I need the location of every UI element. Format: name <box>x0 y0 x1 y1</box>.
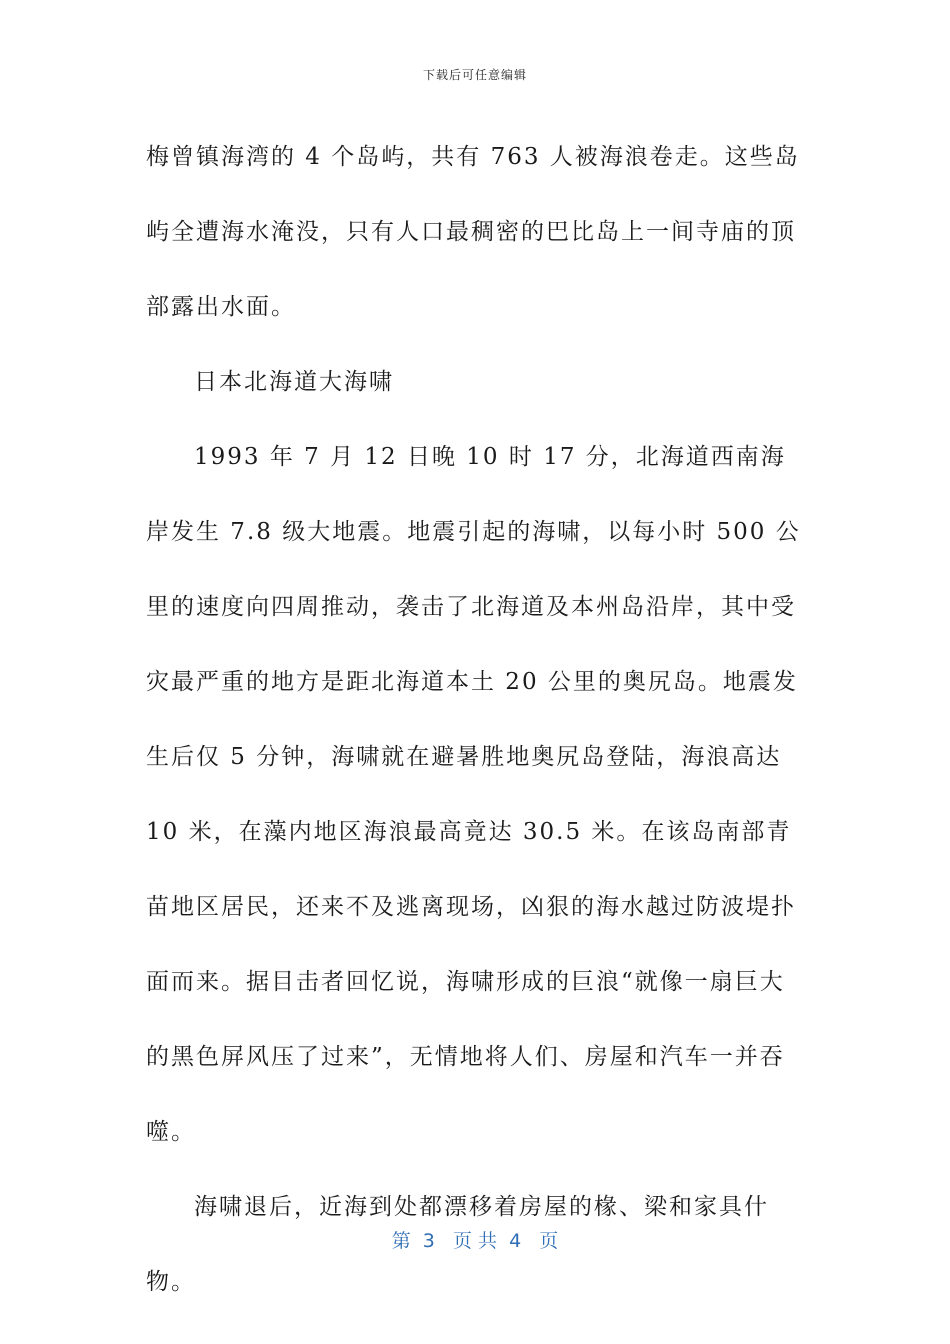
paragraph-aftermath: 海啸退后，近海到处都漂移着房屋的椽、梁和家具什物。 <box>146 1194 769 1295</box>
paragraph-continuation: 梅曾镇海湾的 4 个岛屿，共有 763 人被海浪卷走。这些岛屿全遭海水淹没，只有人口最稠密的巴比岛上一间寺庙的顶部露出水面。 <box>146 144 800 320</box>
section-heading: 日本北海道大海啸 <box>194 369 394 395</box>
document-body <box>146 120 806 1320</box>
page-footer: 第 3 页 共 4 页 <box>391 1230 559 1252</box>
paragraph-hokkaido-tsunami: 1993 年 7 月 12 日晚 10 时 17 分，北海道西南海岸发生 7.8 级大地震。地震引起的海啸，以每小时 500 公里的速度向四周推动，袭击了北海道及本州岛沿岸，其中受灾最严重的地方是距北海道本土 20 公里的奥尻岛。地震发生后仅 5 分钟，海啸就在避暑胜地奥尻岛登陆，海浪高达 10 米，在藻内地区海浪最高竟达 30.5 米。在该岛南部青苗地区居民，还来不及逃离现场，凶狠的海水越过防波堤扑面而来。据目击者回忆说，海啸形成的巨浪“就像一扇巨大的黑色屏风压了过来”，无情地将人们、房屋和汽车一并吞噬。 <box>146 444 801 1145</box>
page-header: 下载后可任意编辑 <box>422 68 527 82</box>
